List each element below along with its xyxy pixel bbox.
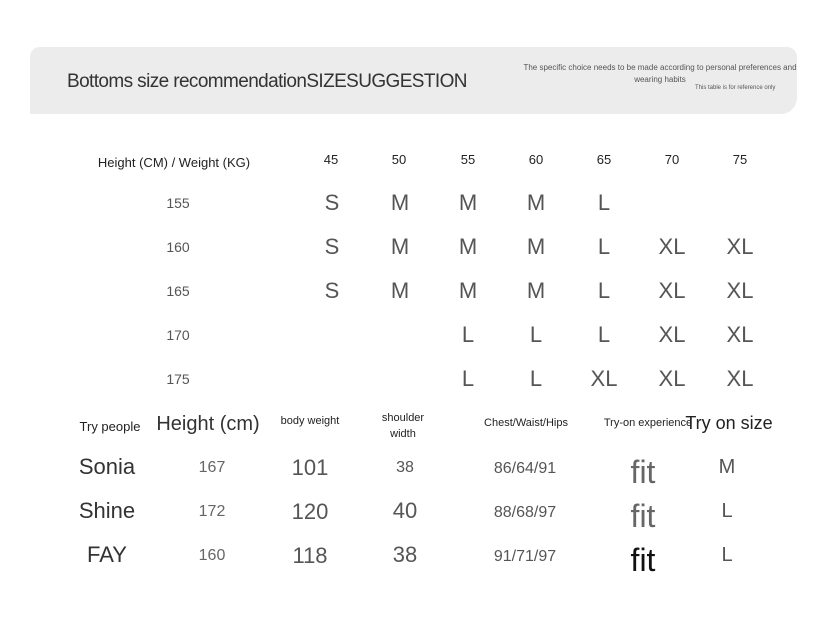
weight-header-65: 65: [596, 152, 612, 167]
tryon-header-shoulder: shoulder width: [381, 412, 425, 440]
tryon-person-size: L: [721, 500, 733, 522]
tryon-person-shoulder: 38: [396, 459, 414, 476]
tryon-header-size: Try on size: [685, 413, 773, 433]
size-cell: XL: [590, 366, 618, 391]
size-cell: M: [526, 278, 546, 303]
weight-header-55: 55: [460, 152, 476, 167]
size-cell: L: [529, 366, 543, 391]
reference-only-note: This table is for reference only: [695, 85, 776, 91]
size-cell: XL: [658, 322, 686, 347]
tryon-header-chest: Chest/Waist/Hips: [484, 417, 568, 429]
weight-header-50: 50: [391, 152, 407, 167]
size-cell: M: [526, 190, 546, 215]
size-cell: XL: [726, 322, 754, 347]
tryon-person-size: M: [718, 456, 736, 478]
size-cell: M: [390, 234, 410, 259]
size-cell: L: [529, 322, 543, 347]
tryon-person-name: Shine: [78, 498, 136, 523]
size-cell: L: [461, 322, 475, 347]
size-cell: XL: [726, 278, 754, 303]
tryon-person-size: L: [721, 544, 733, 566]
tryon-header-weight: body weight: [280, 415, 340, 427]
header-banner: [30, 47, 797, 114]
size-cell: XL: [658, 366, 686, 391]
tryon-person-measurements: 88/68/97: [493, 504, 557, 521]
weight-header-60: 60: [528, 152, 544, 167]
tryon-person-name: Sonia: [78, 454, 136, 479]
size-cell: M: [458, 190, 478, 215]
tryon-person-experience: fit: [630, 498, 656, 534]
tryon-person-measurements: 91/71/97: [493, 548, 557, 565]
tryon-person-weight: 118: [292, 543, 328, 568]
size-cell: M: [390, 278, 410, 303]
tryon-person-shoulder: 40: [392, 498, 418, 523]
tryon-person-weight: 120: [291, 499, 329, 524]
tryon-person-measurements: 86/64/91: [493, 460, 557, 477]
page-title: Bottoms size recommendationSIZESUGGESTION: [67, 71, 467, 92]
weight-header-70: 70: [664, 152, 680, 167]
height-label-170: 170: [166, 327, 190, 343]
tryon-person-height: 167: [198, 459, 226, 476]
height-label-165: 165: [166, 283, 190, 299]
size-cell: L: [597, 322, 611, 347]
size-cell: M: [458, 278, 478, 303]
tryon-header-person: Try people: [79, 419, 141, 434]
height-label-155: 155: [166, 195, 190, 211]
size-cell: M: [458, 234, 478, 259]
size-cell: L: [597, 278, 611, 303]
weight-header-75: 75: [732, 152, 748, 167]
tryon-person-height: 172: [198, 503, 226, 520]
tryon-header-experience: Try-on experience: [603, 417, 693, 429]
size-cell: S: [324, 234, 340, 259]
size-cell: XL: [726, 366, 754, 391]
table-corner-label: Height (CM) / Weight (KG): [97, 155, 251, 170]
reference-note: The specific choice needs to be made according to personal preferences and wearing habits: [523, 63, 797, 84]
size-cell: S: [324, 190, 340, 215]
size-cell: L: [597, 234, 611, 259]
size-cell: S: [324, 278, 340, 303]
tryon-person-experience: fit: [630, 454, 656, 490]
tryon-header-height: Height (cm): [156, 413, 260, 435]
height-label-175: 175: [166, 371, 190, 387]
tryon-person-experience: fit: [630, 542, 656, 578]
size-cell: M: [526, 234, 546, 259]
size-cell: L: [597, 190, 611, 215]
height-label-160: 160: [166, 239, 190, 255]
size-cell: XL: [726, 234, 754, 259]
size-cell: L: [461, 366, 475, 391]
weight-header-45: 45: [323, 152, 339, 167]
size-cell: M: [390, 190, 410, 215]
tryon-person-name: FAY: [87, 542, 127, 567]
tryon-person-shoulder: 38: [392, 542, 418, 567]
tryon-person-height: 160: [198, 547, 226, 564]
size-cell: XL: [658, 278, 686, 303]
size-cell: XL: [658, 234, 686, 259]
tryon-person-weight: 101: [291, 455, 329, 480]
